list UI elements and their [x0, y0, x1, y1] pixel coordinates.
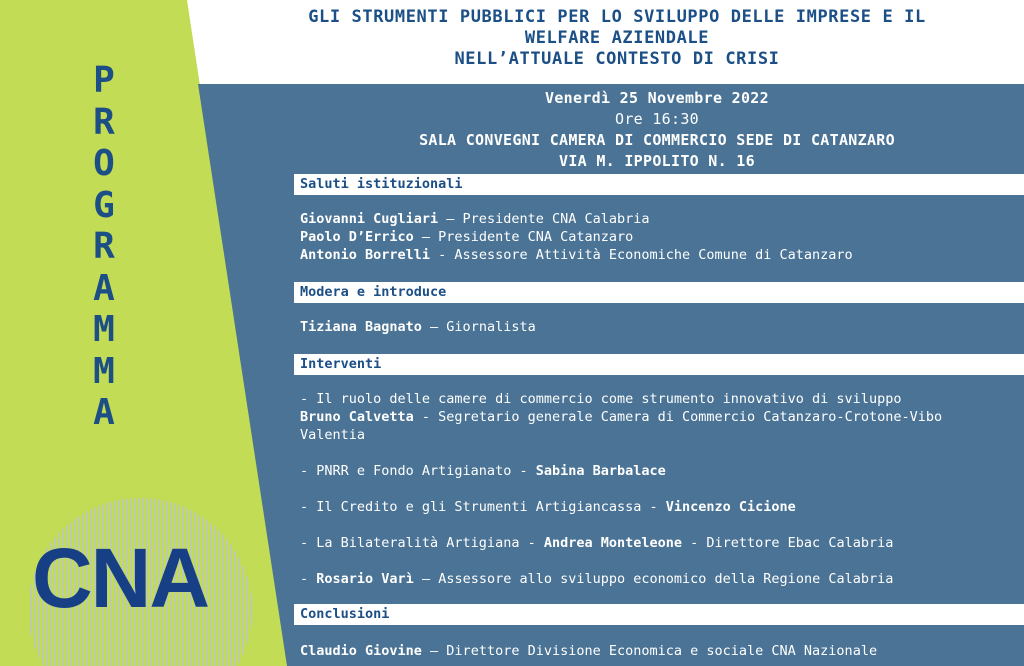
program-content — [290, 84, 1024, 666]
speaker-name: Claudio Giovine — [300, 643, 422, 659]
section-header-interventi: Interventi — [294, 354, 1024, 375]
event-venue: SALA CONVEGNI CAMERA DI COMMERCIO SEDE DI CATANZARO — [419, 131, 895, 149]
speaker-name: Bruno Calvetta — [300, 409, 414, 425]
talk-topic: - Il ruolo delle camere di commercio come strumento innovativo di sviluppo — [300, 391, 902, 407]
title-letter: O — [93, 143, 115, 184]
talk-topic: - PNRR e Fondo Artigianato - — [300, 463, 536, 479]
section-header-modera: Modera e introduce — [294, 282, 1024, 303]
event-date: Venerdì 25 Novembre 2022 — [545, 89, 769, 107]
speaker-line — [300, 210, 1014, 228]
section-header-saluti: Saluti istituzionali — [294, 174, 1024, 195]
speaker-role: – Assessore allo sviluppo economico della Regione Calabria — [413, 571, 894, 587]
title-line: GLI STRUMENTI PUBBLICI PER LO SVILUPPO DELLE IMPRESE E IL — [308, 7, 926, 27]
speaker-line — [300, 642, 1014, 660]
speaker-role: – Presidente CNA Calabria — [438, 211, 650, 227]
speaker-name: Andrea Monteleone — [543, 535, 683, 551]
talk-line — [300, 498, 1014, 516]
cna-logo-text: CNA — [32, 531, 208, 625]
talk-line — [300, 534, 1014, 552]
speaker-name: Tiziana Bagnato — [300, 319, 422, 335]
speaker-role: – Direttore Divisione Economica e sociale CNA Nazionale — [421, 643, 878, 659]
title-letter: R — [93, 101, 115, 143]
talk-topic: - — [300, 571, 317, 587]
section-header-conclusioni: Conclusioni — [294, 604, 1024, 625]
title-letter: P — [93, 60, 115, 101]
title-letter: A — [93, 392, 115, 433]
speaker-line — [300, 408, 1014, 444]
speaker-role: - Direttore Ebac Calabria — [682, 535, 894, 551]
talk-line — [300, 570, 1014, 588]
speaker-role: - Assessore Attività Economiche Comune di Catanzaro — [430, 247, 853, 263]
talk-topic: - La Bilateralità Artigiana - — [300, 535, 544, 551]
title-letter: A — [93, 267, 115, 309]
event-title — [210, 0, 1024, 91]
speaker-name: Vincenzo Cicione — [665, 499, 796, 515]
title-letter: M — [93, 309, 115, 350]
speaker-name: Giovanni Cugliari — [300, 211, 439, 227]
title-line: WELFARE AZIENDALE — [524, 28, 710, 48]
speaker-role: – Presidente CNA Catanzaro — [413, 229, 634, 245]
title-letter: M — [93, 350, 115, 392]
speaker-role: - Segretario generale Camera di Commercio Catanzaro-Crotone-Vibo Valentia — [300, 409, 943, 443]
title-letter: G — [93, 184, 115, 226]
speaker-name: Sabina Barbalace — [535, 463, 666, 479]
title-letter: R — [93, 226, 115, 267]
speaker-name: Rosario Varì — [316, 571, 414, 587]
speaker-line — [300, 318, 1014, 336]
talk-topic: - Il Credito e gli Strumenti Artigiancassa - — [300, 499, 666, 515]
speaker-name: Paolo D’Errico — [300, 229, 414, 245]
event-info — [290, 88, 1024, 172]
talk-line — [300, 462, 1014, 480]
event-address: VIA M. IPPOLITO N. 16 — [559, 152, 755, 170]
event-time: Ore 16:30 — [615, 110, 699, 128]
speaker-name: Antonio Borrelli — [300, 247, 431, 263]
speaker-line — [300, 246, 1014, 264]
speaker-line — [300, 228, 1014, 246]
title-line: NELL’ATTUALE CONTESTO DI CRISI — [454, 49, 780, 69]
speaker-role: – Giornalista — [421, 319, 536, 335]
